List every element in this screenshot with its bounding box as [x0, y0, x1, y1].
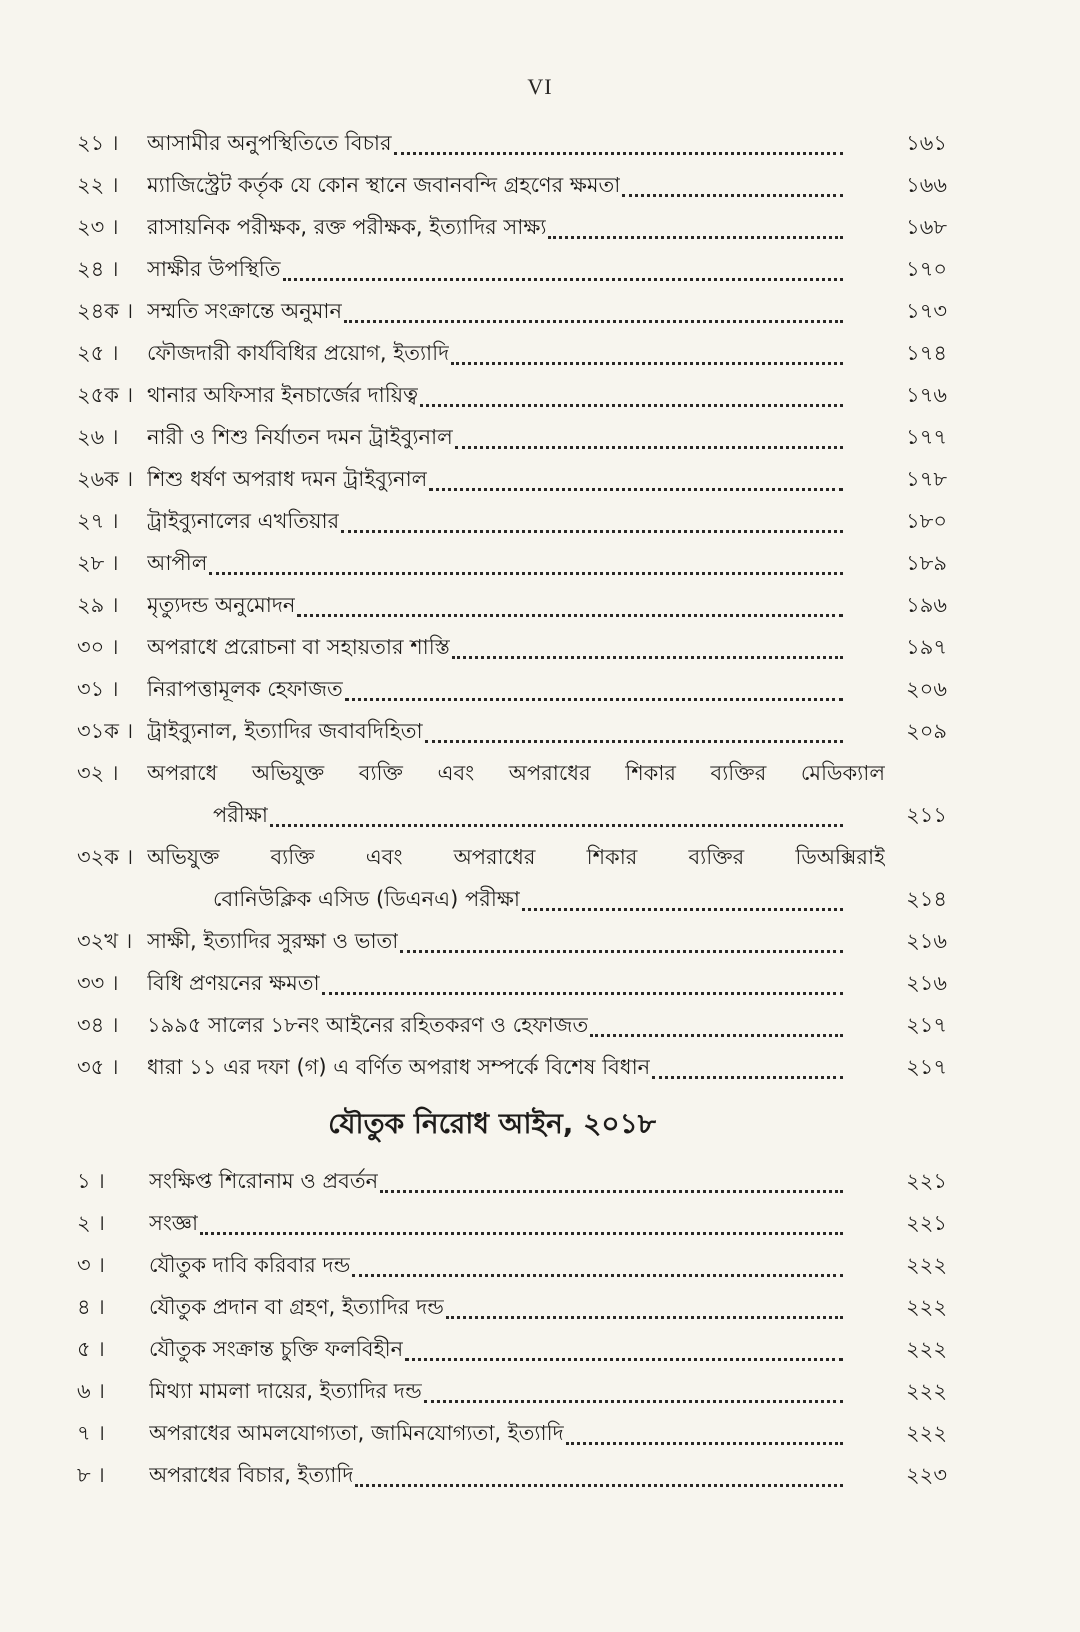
dot-leader	[405, 1358, 843, 1361]
toc-entry[interactable]	[77, 710, 947, 752]
page-ref: ১৯৬	[906, 593, 947, 617]
dot-leader	[548, 236, 843, 239]
dot-leader	[420, 404, 843, 407]
entry-title: অপরাধের বিচার, ইত্যাদি	[149, 1463, 354, 1487]
section-number: ৩৫ ।	[77, 1055, 119, 1079]
page-ref: ১৭৩	[906, 299, 947, 323]
toc-entry[interactable]	[77, 248, 947, 290]
toc-entry[interactable]	[77, 416, 947, 458]
toc-entry[interactable]	[77, 1160, 947, 1202]
dot-leader	[344, 320, 843, 323]
section-number: ৩১ক ।	[77, 719, 134, 743]
entry-title: যৌতুক দাবি করিবার দন্ড	[149, 1253, 351, 1277]
entry-title: ১৯৯৫ সালের ১৮নং আইনের রহিতকরণ ও হেফাজত	[147, 1013, 589, 1037]
toc-entry[interactable]	[77, 458, 947, 500]
section-number: ৩ ।	[77, 1253, 105, 1277]
toc-entry-line1[interactable]	[77, 836, 947, 878]
dot-leader	[322, 992, 843, 995]
page-ref: ২১৪	[906, 887, 947, 911]
section-number: ৩৩ ।	[77, 971, 119, 995]
page-ref: ২১১	[906, 803, 947, 827]
page-ref: ২১৭	[906, 1013, 947, 1037]
entry-title: সংক্ষিপ্ত শিরোনাম ও প্রবর্তন	[149, 1169, 379, 1193]
page-ref: ১৬৮	[906, 215, 947, 239]
section-number: ৩০ ।	[77, 635, 119, 659]
section-number: ৩২ক ।	[77, 845, 134, 869]
page-ref: ১৭৮	[906, 467, 947, 491]
section-number: ২৮ ।	[77, 551, 119, 575]
page-ref: ২০৯	[906, 719, 947, 743]
entry-title: নারী ও শিশু নির্যাতন দমন ট্রাইব্যুনাল	[147, 425, 453, 449]
toc-entry-line2[interactable]	[77, 794, 947, 836]
toc-entry[interactable]	[77, 626, 947, 668]
section-number: ২ ।	[77, 1211, 105, 1235]
dot-leader	[424, 1400, 843, 1403]
toc-entry-line2[interactable]	[77, 878, 947, 920]
entry-title: ট্রাইব্যুনালের এখতিয়ার	[147, 509, 340, 533]
page-ref: ১৭৬	[906, 383, 947, 407]
dot-leader	[455, 446, 843, 449]
dot-leader	[341, 530, 843, 533]
toc-entry[interactable]	[77, 122, 947, 164]
toc-entry[interactable]	[77, 290, 947, 332]
page-ref: ২২২	[906, 1295, 947, 1319]
entry-title: শিশু ধর্ষণ অপরাধ দমন ট্রাইব্যুনাল	[147, 467, 428, 491]
section-number: ২৫ ।	[77, 341, 119, 365]
section-number: ২৫ক ।	[77, 383, 134, 407]
dot-leader	[352, 1274, 843, 1277]
page-ref: ২২২	[906, 1379, 947, 1403]
page-ref: ২১৭	[906, 1055, 947, 1079]
toc-entry[interactable]	[77, 1370, 947, 1412]
entry-title: যৌতুক প্রদান বা গ্রহণ, ইত্যাদির দন্ড	[149, 1295, 444, 1319]
entry-title: রাসায়নিক পরীক্ষক, রক্ত পরীক্ষক, ইত্যাদির সাক্ষ্য	[147, 215, 547, 239]
section-number: ২৭ ।	[77, 509, 119, 533]
entry-title: ফৌজদারী কার্যবিধির প্রয়োগ, ইত্যাদি	[147, 341, 450, 365]
dot-leader	[452, 656, 843, 659]
entry-title: অপরাধে প্ররোচনা বা সহায়তার শাস্তি	[147, 635, 450, 659]
dot-leader	[566, 1442, 843, 1445]
toc-entry[interactable]	[77, 1046, 947, 1088]
section-number: ৬ ।	[77, 1379, 105, 1403]
page-ref: ২২১	[906, 1169, 947, 1193]
toc-entry[interactable]	[77, 1328, 947, 1370]
page-number: VI	[527, 74, 553, 99]
dot-leader	[590, 1034, 843, 1037]
toc-entry[interactable]	[77, 542, 947, 584]
page-ref: ২২২	[906, 1337, 947, 1361]
dot-leader	[522, 908, 843, 911]
dot-leader	[283, 278, 844, 281]
page-ref: ১৬১	[906, 131, 947, 155]
toc-entry[interactable]	[77, 500, 947, 542]
entry-title: থানার অফিসার ইনচার্জের দায়িত্ব	[147, 383, 419, 407]
dot-leader	[394, 152, 843, 155]
entry-title: অপরাধের আমলযোগ্যতা, জামিনযোগ্যতা, ইত্যাদি	[149, 1421, 564, 1445]
dot-leader	[200, 1232, 843, 1235]
entry-title: মৃত্যুদন্ড অনুমোদন	[147, 593, 296, 617]
toc-entry-line1[interactable]	[77, 752, 947, 794]
toc-entry[interactable]	[77, 668, 947, 710]
toc-entry[interactable]	[77, 1202, 947, 1244]
toc-entry[interactable]	[77, 1004, 947, 1046]
dot-leader	[429, 488, 843, 491]
page-ref: ১৮৯	[906, 551, 947, 575]
entry-title: অপরাধে অভিযুক্ত ব্যক্তি এবং অপরাধের শিকার ব্যক্তির মেডিক্যাল	[147, 761, 885, 785]
entry-title: সম্মতি সংক্রান্তে অনুমান	[147, 299, 343, 323]
entry-title-continued: বোনিউক্লিক এসিড (ডিএনএ) পরীক্ষা	[213, 887, 520, 911]
dot-leader	[380, 1190, 843, 1193]
toc-entry[interactable]	[77, 1454, 947, 1496]
entry-title: সাক্ষীর উপস্থিতি	[147, 257, 281, 281]
section-heading: যৌতুক নিরোধ আইন, ২০১৮	[328, 1107, 656, 1140]
dot-leader	[652, 1076, 843, 1079]
page-ref: ২২২	[906, 1253, 947, 1277]
section-number: ২৬ক ।	[77, 467, 134, 491]
section-number: ২৯ ।	[77, 593, 119, 617]
table-of-contents	[77, 122, 947, 1496]
section-number: ২১ ।	[77, 131, 119, 155]
page-ref: ২২১	[906, 1211, 947, 1235]
toc-entry[interactable]	[77, 164, 947, 206]
entry-title: আসামীর অনুপস্থিতিতে বিচার	[147, 131, 392, 155]
dot-leader	[446, 1316, 843, 1319]
page-ref: ২২৩	[906, 1463, 947, 1487]
dot-leader	[345, 698, 843, 701]
toc-entry[interactable]	[77, 374, 947, 416]
section-number: ২৬ ।	[77, 425, 119, 449]
entry-title: বিধি প্রণয়নের ক্ষমতা	[147, 971, 320, 995]
entry-title: মিথ্যা মামলা দায়ের, ইত্যাদির দন্ড	[149, 1379, 422, 1403]
dot-leader	[270, 824, 843, 827]
section-number: ৪ ।	[77, 1295, 105, 1319]
section-number: ৩২খ ।	[77, 929, 133, 953]
entry-title: সাক্ষী, ইত্যাদির সুরক্ষা ও ভাতা	[147, 929, 399, 953]
page-ref: ১৭৭	[906, 425, 947, 449]
page-ref: ১৮০	[906, 509, 947, 533]
toc-entry[interactable]	[77, 920, 947, 962]
dot-leader	[355, 1484, 843, 1487]
page-ref: ২২২	[906, 1421, 947, 1445]
section-number: ৩৪ ।	[77, 1013, 119, 1037]
section-number: ৩২ ।	[77, 761, 119, 785]
entry-title: আপীল	[147, 551, 208, 575]
toc-entry[interactable]	[77, 1412, 947, 1454]
section-number: ২৪ক ।	[77, 299, 134, 323]
entry-title: ম্যাজিস্ট্রেট কর্তৃক যে কোন স্থানে জবানবন্দি গ্রহণের ক্ষমতা	[147, 173, 621, 197]
section-number: ২৩ ।	[77, 215, 119, 239]
section-number: ৫ ।	[77, 1337, 105, 1361]
entry-title-continued: পরীক্ষা	[213, 803, 268, 827]
page-ref: ২০৬	[906, 677, 947, 701]
dot-leader	[451, 362, 843, 365]
toc-entry[interactable]	[77, 332, 947, 374]
toc-entry[interactable]	[77, 206, 947, 248]
entry-title: ট্রাইব্যুনাল, ইত্যাদির জবাবদিহিতা	[147, 719, 423, 743]
page-ref: ২১৬	[906, 971, 947, 995]
entry-title: যৌতুক সংক্রান্ত চুক্তি ফলবিহীন	[149, 1337, 404, 1361]
section-number: ৮ ।	[77, 1463, 105, 1487]
page-ref: ১৬৬	[906, 173, 947, 197]
section-number: ২২ ।	[77, 173, 119, 197]
entry-title: অভিযুক্ত ব্যক্তি এবং অপরাধের শিকার ব্যক্তির ডিঅক্সিরাই	[147, 845, 885, 869]
toc-entry[interactable]	[77, 962, 947, 1004]
dot-leader	[400, 950, 843, 953]
toc-entry[interactable]	[77, 584, 947, 626]
toc-section-2	[77, 1160, 947, 1496]
dot-leader	[622, 194, 843, 197]
dot-leader	[297, 614, 843, 617]
page-ref: ১৭০	[906, 257, 947, 281]
section-number: ৭ ।	[77, 1421, 105, 1445]
toc-entry[interactable]	[77, 1286, 947, 1328]
dot-leader	[425, 740, 843, 743]
page-ref: ১৯৭	[906, 635, 947, 659]
section-number: ১ ।	[77, 1169, 105, 1193]
page-ref: ১৭৪	[906, 341, 947, 365]
entry-title: নিরাপত্তামূলক হেফাজত	[147, 677, 343, 701]
toc-section-1	[77, 122, 947, 1088]
entry-title: সংজ্ঞা	[149, 1211, 199, 1235]
entry-title: ধারা ১১ এর দফা (গ) এ বর্ণিত অপরাধ সম্পর্কে বিশেষ বিধান	[147, 1055, 651, 1079]
section-number: ৩১ ।	[77, 677, 119, 701]
dot-leader	[209, 572, 843, 575]
page-ref: ২১৬	[906, 929, 947, 953]
section-number: ২৪ ।	[77, 257, 119, 281]
toc-entry[interactable]	[77, 1244, 947, 1286]
